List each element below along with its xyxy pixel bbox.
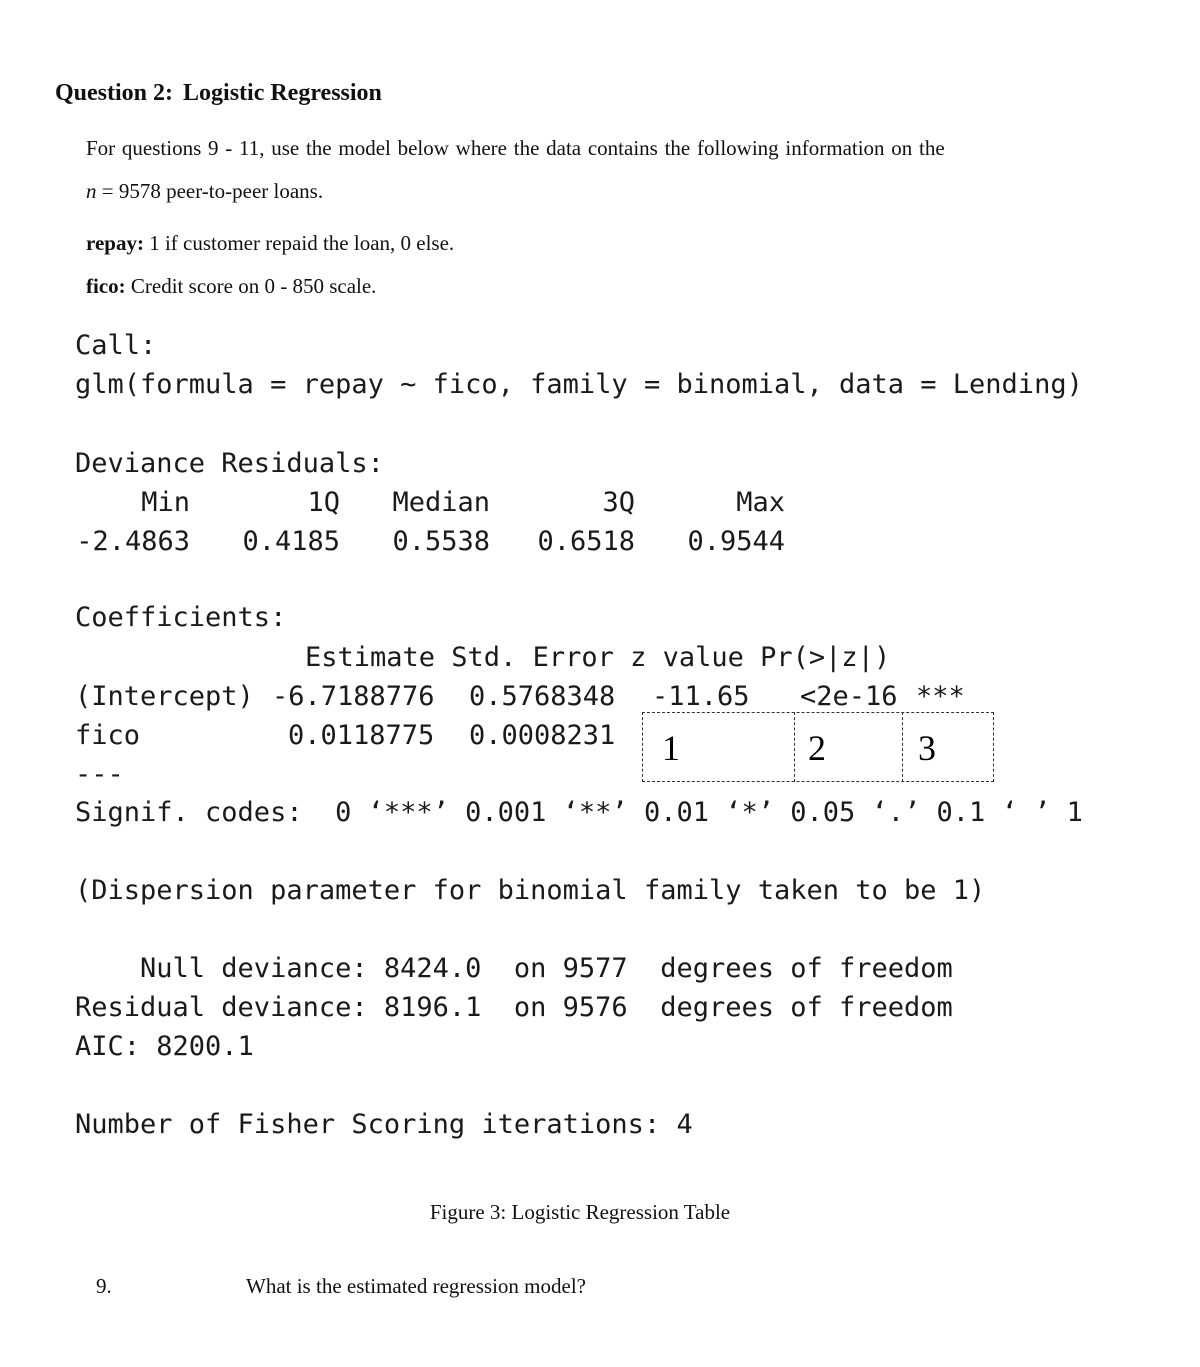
question-number: 2: [153, 80, 174, 106]
question-9-text: What is the estimated regression model? [246, 1274, 586, 1298]
coef-estimate-intercept: -6.7188776 [272, 681, 435, 712]
blank-1: 1 [662, 728, 680, 768]
question-label: Question [55, 80, 148, 106]
signif-codes: Signif. codes: 0 ‘***’ 0.001 ‘**’ 0.01 ‘*’ 0.05 ‘.’ 0.1 ‘ ’ 1 [75, 797, 1083, 828]
fisher-iterations: Number of Fisher Scoring iterations: 4 [75, 1109, 693, 1140]
aic-value: AIC: 8200.1 [75, 1031, 254, 1062]
deviance-value-max: 0.9544 [687, 526, 785, 557]
coef-term-fico: fico [75, 720, 141, 751]
figure-caption: Figure 3: Logistic Regression Table [429, 1200, 731, 1224]
coefficients-label: Coefficients: [75, 602, 287, 633]
coef-estimate-fico: 0.0118775 [288, 720, 435, 751]
coefficients-header: Estimate Std. Error z value Pr(>|z|) [305, 642, 891, 673]
coef-p-intercept: <2e-16 [800, 681, 898, 712]
question-9-number: 9. [96, 1274, 112, 1298]
deviance-header-min: Min [141, 487, 190, 518]
variable-name: repay: [86, 231, 144, 255]
coef-term-intercept: (Intercept) [75, 681, 254, 712]
coef-stderr-fico: 0.0008231 [469, 720, 616, 751]
call-label: Call: [75, 330, 157, 361]
variable-description: Credit score on 0 - 850 scale. [125, 274, 377, 298]
deviance-header-max: Max [736, 487, 785, 518]
variable-repay [86, 231, 454, 256]
coef-z-intercept: -11.65 [652, 681, 750, 712]
n-symbol: n [86, 179, 97, 203]
deviance-header-1q: 1Q [307, 487, 340, 518]
n-value: = 9578 peer-to-peer loans. [96, 179, 324, 203]
deviance-value-median: 0.5538 [392, 526, 490, 557]
residual-deviance: Residual deviance: 8196.1 on 9576 degrees of freedom [75, 992, 953, 1023]
deviance-header-median: Median [392, 487, 490, 518]
variable-name: fico: [86, 274, 126, 298]
blanks-divider [902, 712, 903, 782]
separator: --- [75, 759, 124, 790]
deviance-header-3q: 3Q [602, 487, 635, 518]
question-title: Logistic Regression [183, 80, 382, 106]
question-heading [55, 80, 382, 107]
deviance-value-min: -2.4863 [76, 526, 190, 557]
coef-stderr-intercept: 0.5768348 [469, 681, 616, 712]
variable-description: 1 if customer repaid the loan, 0 else. [143, 231, 455, 255]
intro-text-line2 [86, 179, 323, 204]
dispersion-line: (Dispersion parameter for binomial family taken to be 1) [75, 875, 986, 906]
intro-text-line1: For questions 9 - 11, use the model below where the data contains the following information on the [86, 136, 945, 160]
null-deviance: Null deviance: 8424.0 on 9577 degrees of freedom [75, 953, 953, 984]
call-formula: glm(formula = repay ~ fico, family = binomial, data = Lending) [75, 369, 1083, 400]
deviance-value-3q: 0.6518 [537, 526, 635, 557]
blank-2: 2 [808, 728, 826, 768]
deviance-label: Deviance Residuals: [75, 448, 384, 479]
deviance-value-1q: 0.4185 [242, 526, 340, 557]
blank-3: 3 [918, 728, 936, 768]
blanks-divider [794, 712, 795, 782]
variable-fico [86, 274, 376, 299]
coef-stars-intercept: *** [916, 681, 965, 712]
